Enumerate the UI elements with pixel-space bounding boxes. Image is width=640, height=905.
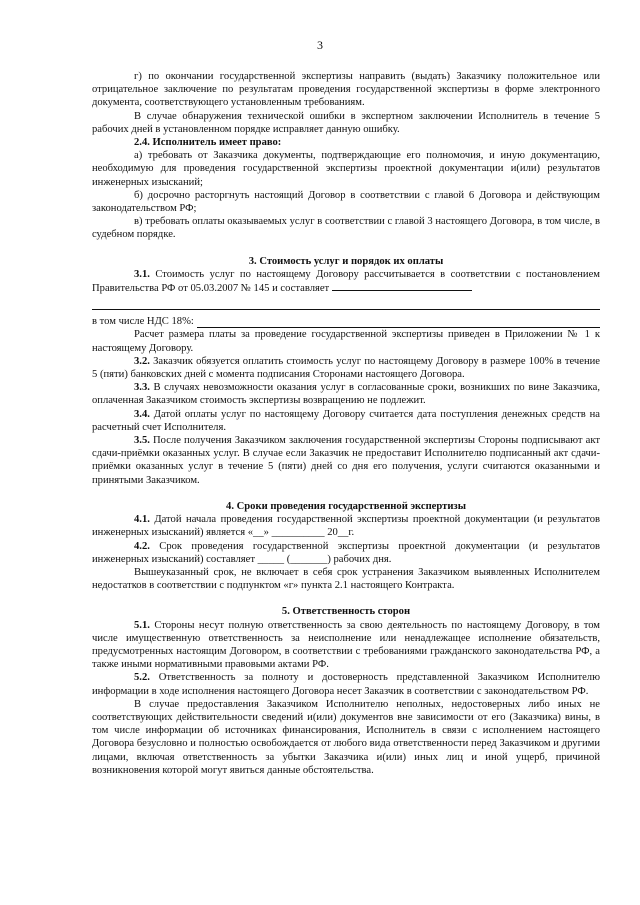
- clause-4-1: 4.1. Датой начала проведения государственной экспертизы проектной документации (и результатов инженерных изысканий) является «__» __________ 20__г.: [92, 514, 601, 539]
- paragraph-technical-error: В случае обнаружения технической ошибки в экспертном заключении Исполнитель в течение 5 рабочих дней в установленном порядке исправляет данную ошибку.: [92, 110, 600, 135]
- clause-3-4: 3.4. Датой оплаты услуг по настоящему Договору считается дата поступления денежных средств на расчетный счет Исполнителя.: [92, 408, 600, 433]
- clause-2-4-a: а) требовать от Заказчика документы, подтверждающие его полномочия, и иную документацию, необходимую для проведения государственной экспертизы проектной документации и(или) результатов инженерных изысканий;: [92, 150, 600, 188]
- vat-label: в том числе НДС 18%:: [92, 316, 194, 328]
- clause-2-4-heading: 2.4. Исполнитель имеет право:: [134, 137, 282, 149]
- clause-5-2: 5.2. Ответственность за полноту и достоверность представленной Заказчиком Исполнителю информации в ходе исполнения настоящего Договора несет Заказчик в соответствии с законодательством РФ.: [92, 672, 600, 697]
- vat-row: [92, 315, 600, 328]
- document-body: [92, 70, 600, 777]
- section-3-heading: 3. Стоимость услуг и порядок их оплаты: [248, 255, 444, 267]
- clause-4-2: 4.2. Срок проведения государственной экспертизы проектной документации (и результатов инженерных изысканий) составляет _____ (_______) рабочих дня.: [92, 540, 600, 565]
- section-5-heading: 5. Ответственность сторон: [281, 606, 411, 618]
- clause-5-1: 5.1. Стороны несут полную ответственность за свою деятельность по настоящему Договору, в том числе имущественную ответственность за неисполнение или ненадлежащее исполнение обязательств, предусмотренных настоящим Договором, в соответствии с требованиями гражданского законодательства РФ, а также иными нормативными правовыми актами РФ.: [92, 619, 601, 671]
- clause-3-3: 3.3. В случаях невозможности оказания услуг в согласованные сроки, возникших по вине Заказчика, оплаченная Заказчиком стоимость экспертизы возвращению не подлежит.: [92, 382, 600, 407]
- clause-2-4-b: б) досрочно расторгнуть настоящий Договор в соответствии с главой 6 Договора и действующим законодательством РФ;: [92, 189, 600, 215]
- cost-blank-line: [332, 281, 472, 291]
- page-number: 3: [317, 38, 323, 52]
- cost-blank-line-2: [92, 295, 600, 310]
- clause-2-3-g: г) по окончании государственной экспертизы направить (выдать) Заказчику положительное или отрицательное заключение по результатам проведения государственной экспертизы в форме электронного документа, соответствующего установленным требованиям.: [92, 71, 600, 109]
- paragraph-calculation: Расчет размера платы за проведение государственной экспертизы приведен в Приложении № 1 к настоящему Договору.: [92, 329, 600, 354]
- clause-3-2: 3.2. Заказчик обязуется оплатить стоимость услуг по настоящему Договору в размере 100% в течение 5 (пяти) банковских дней с момента подписания Сторонами настоящего Договора.: [92, 355, 601, 381]
- paragraph-term-exclusion: Вышеуказанный срок, не включает в себя срок устранения Заказчиком выявленных Исполнителем недостатков в соответствии с подпунктом «г» пункта 2.1 настоящего Контракта.: [92, 566, 600, 592]
- clause-3-1: 3.1. Стоимость услуг по настоящему Договору рассчитывается в соответствии с постановлением Правительства РФ от 05.03.2007 № 145 и составляет: [92, 268, 600, 295]
- clause-3-5: 3.5. После получения Заказчиком заключения государственной экспертизы Стороны подписывают акт сдачи-приёмки оказанных услуг. В случае если Заказчик не предоставит Исполнителю подписанный акт сдачи-приёмки оказанных услуг в течение 5 (пяти) дней со дня его получения, услуги считаются оказанными и принятыми Заказчиком.: [92, 435, 600, 486]
- paragraph-liability-release: В случае предоставления Заказчиком Исполнителю неполных, недостоверных либо иных не соответствующих действительности сведений и(или) документов вне зависимости от его (Заказчика) вины, в том числе информации об источниках финансирования, Исполнитель в связи с исполнением настоящего Договора безусловно и полностью освобождается от любого вида ответственности перед Заказчиком и другими лицами, включая ответственность за убытки Заказчика и(или) иных лиц и иной ущерб, причиной возникновения которой могут явиться данные обстоятельства.: [92, 698, 600, 776]
- clause-2-4-c: в) требовать оплаты оказываемых услуг в соответствии с главой 3 настоящего Договора, в том числе, в судебном порядке.: [92, 216, 600, 241]
- section-4-heading: 4. Сроки проведения государственной экспертизы: [226, 500, 466, 512]
- vat-blank-line: [197, 317, 600, 328]
